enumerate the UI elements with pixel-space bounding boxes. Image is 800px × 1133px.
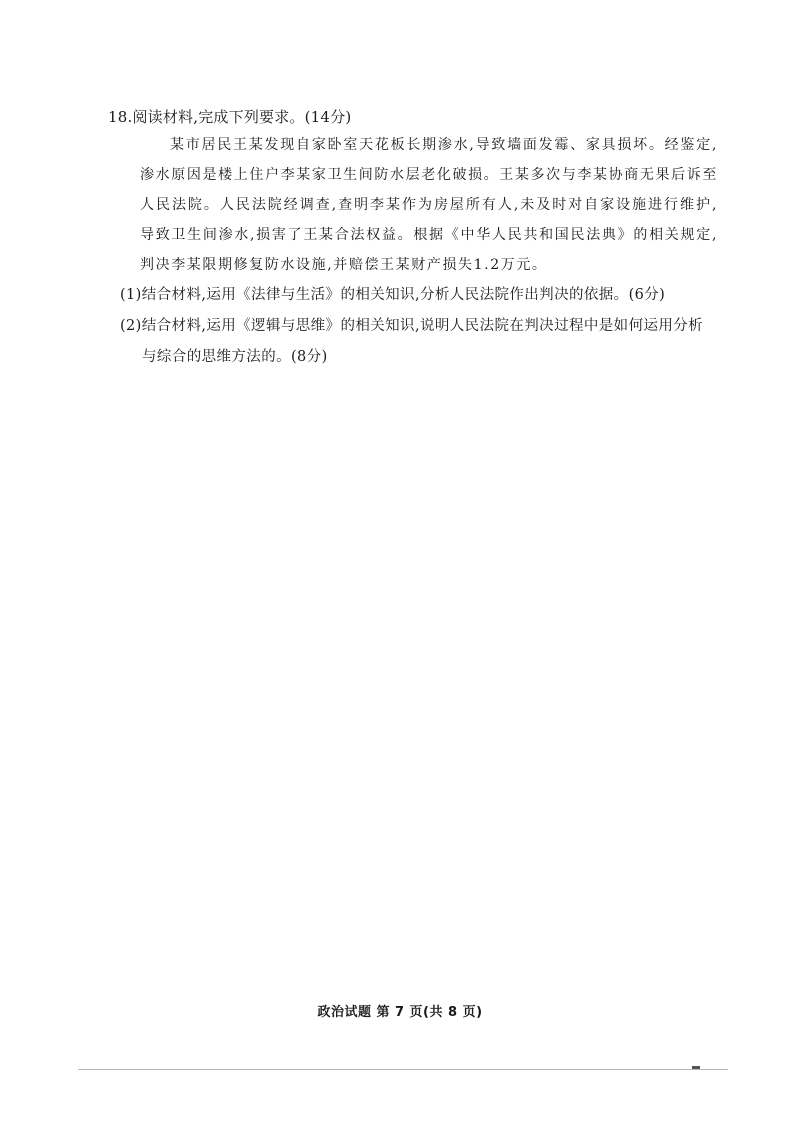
question-18 bbox=[108, 104, 718, 373]
sub-question-1-text: 结合材料,运用《法律与生活》的相关知识,分析人民法院作出判决的依据。(6分) bbox=[141, 287, 666, 303]
sub-question-1-number: (1) bbox=[120, 287, 142, 303]
sub-question-2 bbox=[108, 311, 718, 373]
question-material: 某市居民王某发现自家卧室天花板长期渗水,导致墙面发霉、家具损坏。经鉴定,渗水原因是楼上住户李某家卫生间防水层老化破损。王某多次与李某协商无果后诉至人民法院。人民法院经调查,查明李某作为房屋所有人,未及时对自家设施进行维护,导致卫生间渗水,损害了王某合法权益。根据《中华人民共和国民法典》的相关规定,判决李某限期修复防水设施,并赔偿王某财产损失1.2万元。 bbox=[140, 137, 718, 273]
scan-mark bbox=[692, 1066, 700, 1069]
sub-question-2-text-line2: 与综合的思维方法的。(8分) bbox=[142, 349, 328, 365]
page-footer: 政治试题 第 7 页(共 8 页) bbox=[317, 1005, 483, 1020]
sub-question-2-number: (2) bbox=[120, 318, 142, 334]
sub-question-2-text-line1: 结合材料,运用《逻辑与思维》的相关知识,说明人民法院在判决过程中是如何运用分析 bbox=[141, 318, 704, 334]
question-header: 18.阅读材料,完成下列要求。(14分) bbox=[108, 108, 352, 126]
sub-question-1 bbox=[108, 280, 718, 311]
scan-edge-line bbox=[78, 1069, 728, 1070]
